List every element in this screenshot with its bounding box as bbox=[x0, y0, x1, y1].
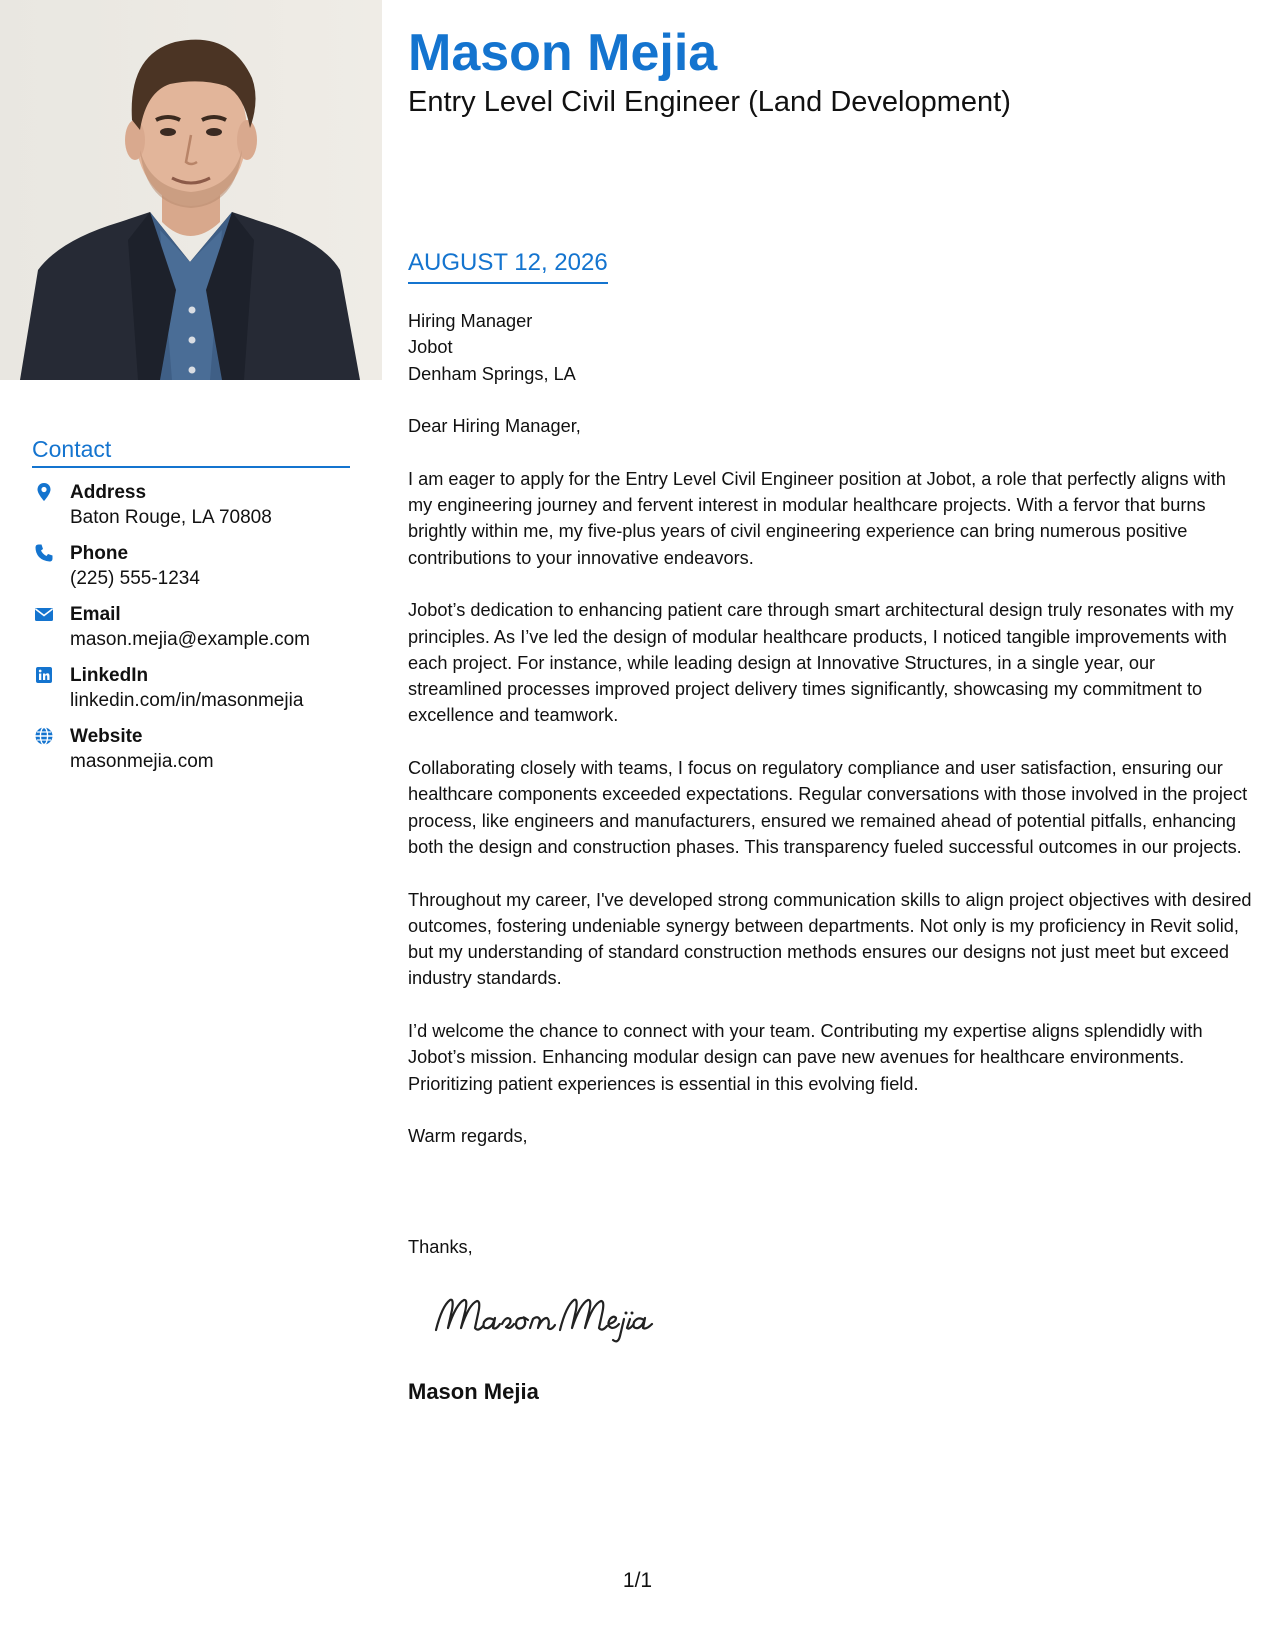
recipient-block bbox=[408, 308, 1253, 387]
body-paragraph: Collaborating closely with teams, I focus on regulatory compliance and user satisfaction, ensuring our healthcare components exceeded expectations. Regular conversations with those involved in the project process, like engineers and manufacturers, ensured we remained ahead of potential pitfalls, enhancing both the design and construction phases. This transparency fueled successful outcomes in our projects. bbox=[408, 758, 1248, 857]
recipient-line: Hiring Manager bbox=[408, 311, 533, 331]
job-title: Entry Level Civil Engineer (Land Development) bbox=[408, 86, 1011, 118]
salutation: Dear Hiring Manager, bbox=[408, 416, 581, 437]
contact-label: Website bbox=[70, 726, 143, 747]
email-link[interactable]: mason.mejia@example.com bbox=[70, 629, 310, 650]
contact-item-linkedin bbox=[32, 663, 350, 713]
envelope-icon bbox=[34, 604, 54, 624]
portrait-illustration bbox=[0, 0, 382, 380]
phone-value: (225) 555-1234 bbox=[70, 568, 200, 589]
body-paragraph: I am eager to apply for the Entry Level Civil Engineer position at Jobot, a role that perfectly aligns with my engineering journey and fervent interest in modular healthcare projects. With a fervor that burns brightly within me, my five-plus years of civil engineering experience can bring numerous positive contributions to your innovative endeavors. bbox=[408, 468, 1226, 568]
phone-icon bbox=[34, 543, 54, 563]
handwritten-signature bbox=[428, 1282, 668, 1346]
recipient-line: Denham Springs, LA bbox=[408, 363, 576, 384]
body-paragraph: I’d welcome the chance to connect with your team. Contributing my expertise aligns splendidly with Jobot’s mission. Enhancing modular design can pave new avenues for healthcare environments. Prioritizing patient experiences is essential in this evolving field. bbox=[408, 1021, 1203, 1094]
signed-name: Mason Mejia bbox=[408, 1379, 539, 1404]
contact-item-website bbox=[32, 724, 350, 774]
contact-label: LinkedIn bbox=[70, 665, 149, 686]
contact-item-email bbox=[32, 602, 350, 652]
contact-label: Address bbox=[70, 482, 147, 503]
linkedin-link[interactable]: linkedin.com/in/masonmejia bbox=[70, 690, 304, 711]
contact-item-address bbox=[32, 480, 350, 530]
letter-body bbox=[408, 308, 1253, 1176]
thanks-line: Thanks, bbox=[408, 1237, 473, 1257]
website-link[interactable]: masonmejia.com bbox=[70, 751, 214, 772]
recipient-line: Jobot bbox=[408, 337, 453, 358]
body-paragraph: Jobot’s dedication to enhancing patient care through smart architectural design truly resonates with my principles. As I’ve led the design of modular healthcare products, I noticed tangible improvements with each project. For instance, while leading design at Innovative Structures, in a single year, our streamlined processes improved project delivery times significantly, showcasing my commitment to excellence and teamwork. bbox=[408, 600, 1234, 726]
letter-date: AUGUST 12, 2026 bbox=[408, 248, 608, 284]
page-number: 1/1 bbox=[622, 1569, 653, 1592]
address-value: Baton Rouge, LA 70808 bbox=[70, 507, 272, 528]
linkedin-icon bbox=[34, 665, 54, 685]
contact-heading: Contact bbox=[32, 435, 350, 468]
globe-icon bbox=[34, 726, 54, 746]
body-paragraph: Throughout my career, I've developed strong communication skills to align project objectives with desired outcomes, fostering undeniable synergy between departments. Not only is my proficiency in Revit solid, but my understanding of standard construction methods ensures our designs not just meet but exceed industry standards. bbox=[408, 889, 1252, 989]
map-pin-icon bbox=[34, 482, 54, 502]
applicant-name: Mason Mejia bbox=[408, 24, 718, 82]
contact-label: Email bbox=[70, 604, 121, 625]
profile-photo bbox=[0, 0, 382, 380]
contact-section bbox=[32, 435, 350, 785]
contact-label: Phone bbox=[70, 543, 129, 564]
closing: Warm regards, bbox=[408, 1126, 528, 1147]
contact-item-phone bbox=[32, 541, 350, 591]
